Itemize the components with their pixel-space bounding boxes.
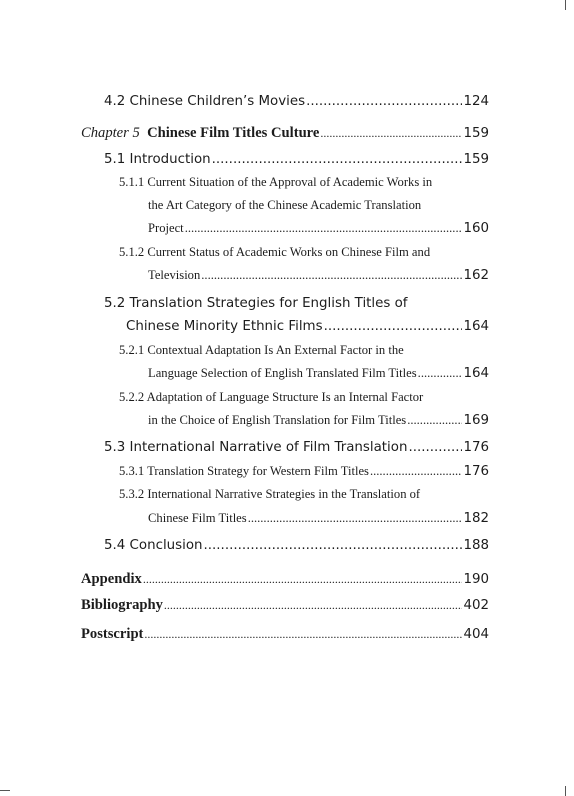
toc-page-number: 159 — [463, 126, 489, 141]
dot-leader — [407, 413, 462, 428]
dot-leader — [248, 511, 463, 526]
toc-page-number: 176 — [463, 464, 489, 479]
crop-mark-bottom-left — [0, 790, 10, 791]
toc-entry-chapter-5[interactable] — [81, 125, 489, 142]
chapter-title: Chapter 5 Chinese Film Titles Culture — [81, 125, 320, 141]
toc-entry-5-1[interactable] — [104, 152, 489, 167]
dot-leader — [143, 572, 463, 587]
toc-entry-5-2-2[interactable] — [148, 413, 489, 428]
toc-title: in the Choice of English Translation for Film Titles — [148, 413, 407, 427]
dot-leader — [320, 126, 462, 141]
toc-entry-5-1-1[interactable] — [148, 221, 489, 236]
toc-entry-5-1-2[interactable] — [148, 268, 489, 283]
crop-mark-bottom-right — [565, 786, 566, 796]
toc-page-number: 164 — [463, 366, 489, 381]
toc-title: Appendix — [81, 571, 142, 587]
toc-entry-5-3[interactable] — [104, 440, 489, 455]
toc-entry-5-3-2-line1[interactable]: 5.3.2 International Narrative Strategies in the Translation of — [119, 487, 421, 501]
toc-title: Postscript — [81, 626, 144, 642]
toc-page-number: 159 — [463, 152, 489, 167]
toc-title: 4.2 Chinese Children’s Movies — [104, 94, 306, 109]
toc-page-number: 160 — [463, 221, 489, 236]
dot-leader — [418, 366, 463, 381]
toc-entry-appendix[interactable] — [81, 571, 489, 588]
toc-title: 5.4 Conclusion — [104, 538, 203, 553]
toc-entry-5-3-2[interactable] — [148, 511, 489, 526]
toc-title: Television — [148, 268, 201, 282]
toc-entry-5-1-1-line2: the Art Category of the Chinese Academic Translation — [148, 198, 422, 212]
toc-entry-postscript[interactable] — [81, 626, 489, 643]
dot-leader — [212, 152, 463, 167]
toc-entry-5-2-2-line1[interactable]: 5.2.2 Adaptation of Language Structure Is an Internal Factor — [119, 390, 424, 404]
toc-entry-5-2-line1[interactable]: 5.2 Translation Strategies for English Titles of — [104, 296, 408, 311]
toc-entry-5-1-1-line1[interactable]: 5.1.1 Current Situation of the Approval of Academic Works in — [119, 175, 433, 189]
toc-entry-4-2[interactable] — [104, 94, 489, 109]
dot-leader — [324, 319, 463, 334]
toc-entry-5-1-2-line1[interactable]: 5.1.2 Current Status of Academic Works on Chinese Film and — [119, 245, 431, 259]
toc-title: 5.3.1 Translation Strategy for Western Film Titles — [119, 464, 369, 478]
dot-leader — [185, 221, 463, 236]
dot-leader — [204, 538, 463, 553]
toc-title: Bibliography — [81, 597, 163, 613]
dot-leader — [408, 440, 462, 455]
dot-leader — [164, 598, 463, 613]
toc-title: 5.3 International Narrative of Film Translation — [104, 440, 408, 455]
toc-page-number: 190 — [463, 572, 489, 587]
toc-page-number: 162 — [463, 268, 489, 283]
toc-entry-bibliography[interactable] — [81, 597, 489, 614]
toc-page-number: 404 — [463, 627, 489, 642]
toc-page-number: 402 — [463, 598, 489, 613]
chapter-label: Chapter 5 — [81, 125, 140, 141]
dot-leader — [306, 94, 462, 109]
toc-entry-5-2-1[interactable] — [148, 366, 489, 381]
toc-title: 5.1 Introduction — [104, 152, 211, 167]
toc-entry-5-3-1[interactable] — [119, 464, 489, 479]
dot-leader — [370, 464, 462, 479]
toc-entry-5-2[interactable] — [126, 319, 489, 334]
toc-title: Language Selection of English Translated Film Titles — [148, 366, 417, 380]
toc-page-number: 182 — [463, 511, 489, 526]
toc-page-number: 188 — [463, 538, 489, 553]
dot-leader — [201, 268, 462, 283]
crop-mark-top-right — [565, 0, 566, 10]
toc-page-number: 164 — [463, 319, 489, 334]
toc-page-number: 176 — [463, 440, 489, 455]
dot-leader — [144, 627, 462, 642]
toc-title: Project — [148, 221, 184, 235]
toc-page-number: 124 — [463, 94, 489, 109]
toc-page-number: 169 — [463, 413, 489, 428]
toc-entry-5-4[interactable] — [104, 538, 489, 553]
toc-title: Chinese Film Titles — [148, 511, 247, 525]
toc-entry-5-2-1-line1[interactable]: 5.2.1 Contextual Adaptation Is An External Factor in the — [119, 343, 404, 357]
toc-title: Chinese Minority Ethnic Films — [126, 319, 323, 334]
